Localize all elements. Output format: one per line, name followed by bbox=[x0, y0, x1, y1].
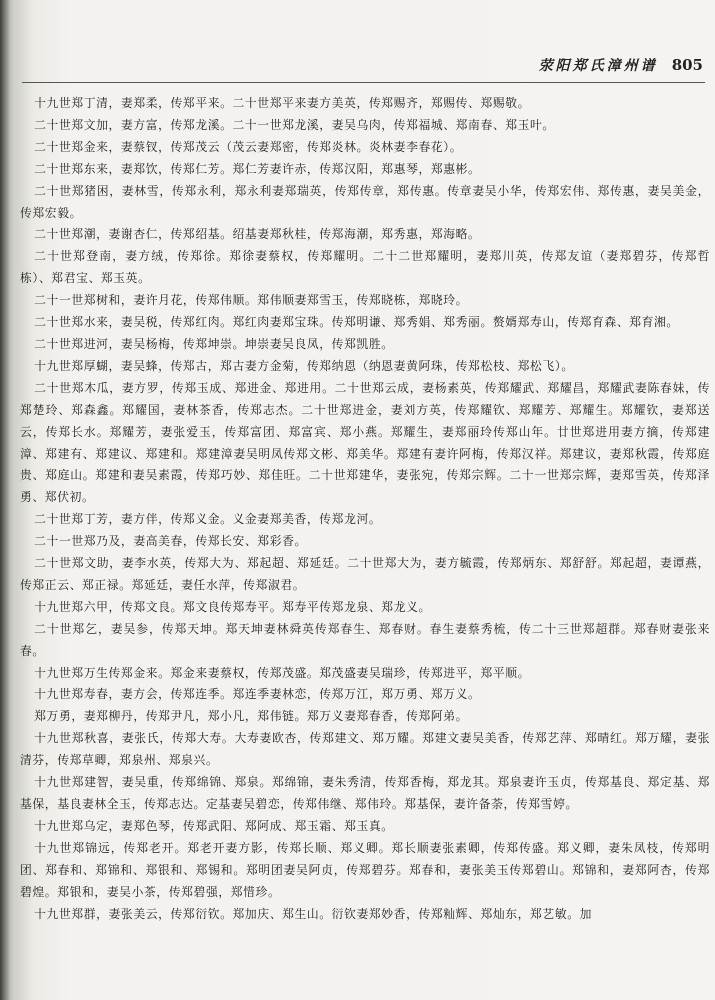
paragraph: 十九世郑寿春，妻方会，传郑连季。郑连季妻林恋，传郑万江，郑万勇、郑万义。 bbox=[34, 687, 481, 702]
paragraph: 二十世郑东来，妻郑饮，传郑仁芳。郑仁芳妻许赤，传郑汉阳，郑惠琴，郑惠彬。 bbox=[34, 161, 481, 176]
page-body bbox=[20, 93, 710, 925]
paragraph: 二十世郑金来，妻蔡钗，传郑茂云（茂云妻郑密，传郑炎林。炎林妻李春花）。 bbox=[34, 139, 463, 154]
paragraph: 十九世郑群，妻张美云，传郑衍钦。郑加庆、郑生山。衍钦妻郑妙香，传郑籼辉、郑灿东，郑艺敏。加 bbox=[34, 906, 593, 921]
paragraph: 十九世郑六甲，传郑文良。郑文良传郑寿平。郑寿平传郑龙泉、郑龙义。 bbox=[34, 599, 431, 614]
paragraph: 二十世郑文助，妻李水英，传郑大为、郑起超、郑延廷。二十世郑大为，妻方毓霞，传郑炳东、郑舒舒。郑起超，妻谭燕，传郑正云、郑正禄。郑延廷，妻任水萍，传郑淑君。 bbox=[20, 556, 710, 592]
paragraph: 二十世郑丁芳，妻方伴，传郑义金。义金妻郑美香，传郑龙河。 bbox=[34, 512, 382, 527]
paragraph: 二十世郑进河，妻吴杨梅，传郑坤崇。坤崇妻吴良凤，传郑凯胜。 bbox=[34, 336, 394, 351]
paragraph: 十九世郑秋喜，妻张氏，传郑大寿。大寿妻欧杏，传郑建文、郑万耀。郑建文妻吴美香，传郑艺萍、郑晴红。郑万耀，妻张清芬，传郑草卿，郑泉州、郑泉兴。 bbox=[20, 731, 710, 768]
paragraph: 二十世郑潮，妻谢杏仁，传郑绍基。绍基妻郑秋桂，传郑海潮，郑秀惠，郑海略。 bbox=[34, 227, 481, 242]
paragraph: 十九世郑锦远，传郑老开。郑老开妻方影，传郑长顺、郑义卿。郑长顺妻张素卿，传郑传盛。郑义卿，妻朱凤枝，传郑明团、郑春和、郑锦和、郑银和、郑锡和。郑明团妻吴阿贞，传郑碧芬。郑春和，妻张美玉传郑碧山。郑锦和，妻郑阿杏，传郑碧煌。郑银和，妻吴小茶，传郑碧强，郑惜珍。 bbox=[20, 840, 710, 899]
paragraph: 二十一世郑乃及，妻高美春，传郑长安、郑彩香。 bbox=[34, 534, 307, 549]
paragraph: 二十世郑文加，妻方富，传郑龙溪。二十一世郑龙溪，妻吴乌肉，传郑福城、郑南春、郑玉叶。 bbox=[34, 117, 555, 132]
header-rule bbox=[22, 82, 705, 83]
paragraph: 十九世郑建智，妻吴重，传郑绵锦、郑泉。郑绵锦，妻朱秀清，传郑香梅，郑龙其。郑泉妻许玉贞，传郑基良、郑定基、郑基保，基良妻林全玉，传郑志达。定基妻吴碧恋，传郑伟继、郑伟玲。郑基保，妻许备荼，传郑雪婷。 bbox=[20, 775, 710, 811]
paragraph: 十九世郑万生传郑金来。郑金来妻蔡权，传郑茂盛。郑茂盛妻吴瑞珍，传郑进平，郑平顺。 bbox=[34, 665, 531, 680]
paragraph: 二十世郑登南，妻方绒，传郑徐。郑徐妻蔡权，传郑耀明。二十二世郑耀明，妻郑川英，传郑友谊（妻郑碧芬，传郑哲栋）、郑君宝、郑玉英。 bbox=[20, 249, 710, 286]
paragraph: 二十一世郑树和，妻许月花，传郑伟顺。郑伟顺妻郑雪玉，传郑晓栋，郑晓玲。 bbox=[34, 293, 469, 308]
running-title: 荥阳郑氏漳州谱 bbox=[538, 58, 658, 74]
paragraph: 十九世郑乌定，妻郑色琴，传郑武阳、郑阿成、郑玉霜、郑玉真。 bbox=[34, 818, 394, 833]
paragraph: 二十世郑木瓜，妻方罗，传郑玉成、郑进金、郑进用。二十世郑云成，妻杨素英，传郑耀武、郑耀昌，郑耀武妻陈春妹，传郑楚玲、郑森鑫。郑耀国，妻林茶香，传郑志杰。二十世郑进金，妻刘方英，传郑耀钦、郑耀芳、郑耀生。郑耀钦，妻郑送云，传郑长水。郑耀芳，妻张爱玉，传郑富团、郑富宾、郑小燕。郑耀生，妻郑丽玲传郑山年。廿世郑进用妻方摘，传郑建漳、郑建有、郑建议、郑建和。郑建漳妻吴明凤传郑文彬、郑美华。郑建有妻许阿梅，传郑汉祥。郑建议，妻郑秋霞，传郑庭贵、郑庭山。郑建和妻吴素霞，传郑巧妙、郑佳旺。二十世郑建华，妻张宛，传郑宗辉。二十一世郑宗辉，妻郑雪英，传郑泽勇、郑伏初。 bbox=[20, 380, 710, 505]
paragraph: 十九世郑厚蝴，妻吴蜂，传郑古，郑古妻方金菊，传郑纳恩（纳恩妻黄阿珠，传郑松枝、郑松飞）。 bbox=[34, 358, 574, 373]
paragraph: 二十世郑水来，妻吴税，传郑红肉。郑红肉妻郑宝珠。传郑明谦、郑秀娟、郑秀丽。赘婿郑寿山，传郑育森、郑育湘。 bbox=[34, 315, 679, 330]
paragraph: 郑万勇，妻郑柳丹，传郑尹凡，郑小凡，郑伟链。郑万义妻郑春香，传郑阿弟。 bbox=[34, 709, 469, 724]
paragraph: 二十世郑乞，妻吴参，传郑天坤。郑天坤妻林舜英传郑春生、郑春财。春生妻蔡秀梳，传二十三世郑超群。郑春财妻张来春。 bbox=[20, 621, 710, 658]
paragraph: 十九世郑丁清，妻郑柔，传郑平来。二十世郑平来妻方美英，传郑赐齐，郑赐传、郑赐敬。 bbox=[34, 96, 531, 110]
page-header bbox=[418, 54, 703, 76]
book-spine-shadow bbox=[0, 0, 10, 1000]
page-number: 805 bbox=[671, 56, 703, 74]
paragraph: 二十世郑猪困，妻林雪，传郑永利，郑永利妻郑瑞英，传郑传章，郑传惠。传章妻吴小华，传郑宏伟、郑传惠，妻吴美金，传郑宏毅。 bbox=[20, 183, 710, 220]
